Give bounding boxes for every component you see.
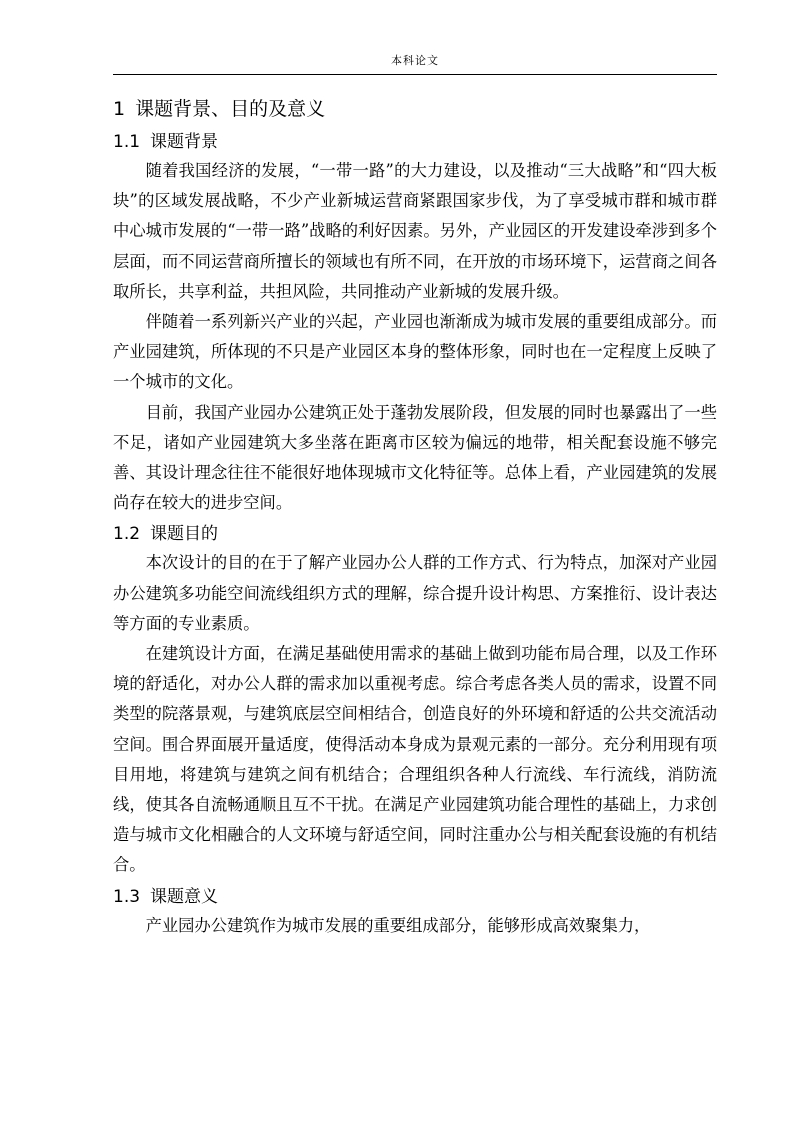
paragraph: 产业园办公建筑作为城市发展的重要组成部分，能够形成高效聚集力， <box>145 915 651 935</box>
section-title: 课题背景 <box>150 132 219 152</box>
section-heading-1-3 <box>113 883 717 911</box>
section-title: 课题背景、目的及意义 <box>135 98 326 120</box>
paragraph: 在建筑设计方面，在满足基础使用需求的基础上做到功能布局合理，以及工作环境的舒适化，对办公人群的需求加以重视考虑。综合考虑各类人员的需求，设置不同类型的院落景观，与建筑底层空间相结合，创造良好的外环境和舒适的公共交流活动空间。围合界面展开量适度，使得活动本身成为景观元素的一部分。充分利用现有项目用地，将建筑与建筑之间有机结合；合理组织各种人行流线、车行流线，消防流线，使其各自流畅通顺且互不干扰。在满足产业园建筑功能合理性的基础上，力求创造与城市文化相融合的人文环境与舒适空间，同时注重办公与相关配套设施的有机结合。 <box>113 644 717 875</box>
section-title: 课题意义 <box>150 886 219 907</box>
section-number: 1 <box>113 98 126 120</box>
paragraph: 目前，我国产业园办公建筑正处于蓬勃发展阶段，但发展的同时也暴露出了一些不足，诸如产业园建筑大多坐落在距离市区较为偏远的地带，相关配套设施不够完善、其设计理念往往不能很好地体现城市文化特征等。总体上看，产业园建筑的发展尚存在较大的进步空间。 <box>113 402 717 513</box>
section-heading-1-1 <box>113 128 717 156</box>
page-header <box>113 52 717 75</box>
section-number: 1.3 <box>113 886 141 907</box>
paragraph: 本次设计的目的在于了解产业园办公人群的工作方式、行为特点，加深对产业园办公建筑多功能空间流线组织方式的理解，综合提升设计构思、方案推衍、设计表达等方面的专业素质。 <box>113 553 717 633</box>
section-number: 1.2 <box>113 524 141 545</box>
header-title: 本科论文 <box>391 54 439 67</box>
section-number: 1.1 <box>113 132 141 152</box>
section-heading-1-2 <box>113 520 717 548</box>
section-title: 课题目的 <box>150 524 219 545</box>
document-body <box>113 92 717 941</box>
paragraph: 伴随着一系列新兴产业的兴起，产业园也渐渐成为城市发展的重要组成部分。而产业园建筑，所体现的不只是产业园区本身的整体形象，同时也在一定程度上反映了一个城市的文化。 <box>113 312 717 392</box>
section-heading-1 <box>113 92 717 126</box>
paragraph: 随着我国经济的发展，“一带一路”的大力建设，以及推动“三大战略”和“四大板块”的区域发展战略，不少产业新城运营商紧跟国家步伐，为了享受城市群和城市群中心城市发展的“一带一路”战略的利好因素。另外，产业园区的开发建设牵涉到多个层面，而不同运营商所擅长的领域也有所不同，在开放的市场环境下，运营商之间各取所长，共享利益，共担风险，共同推动产业新城的发展升级。 <box>113 161 717 301</box>
